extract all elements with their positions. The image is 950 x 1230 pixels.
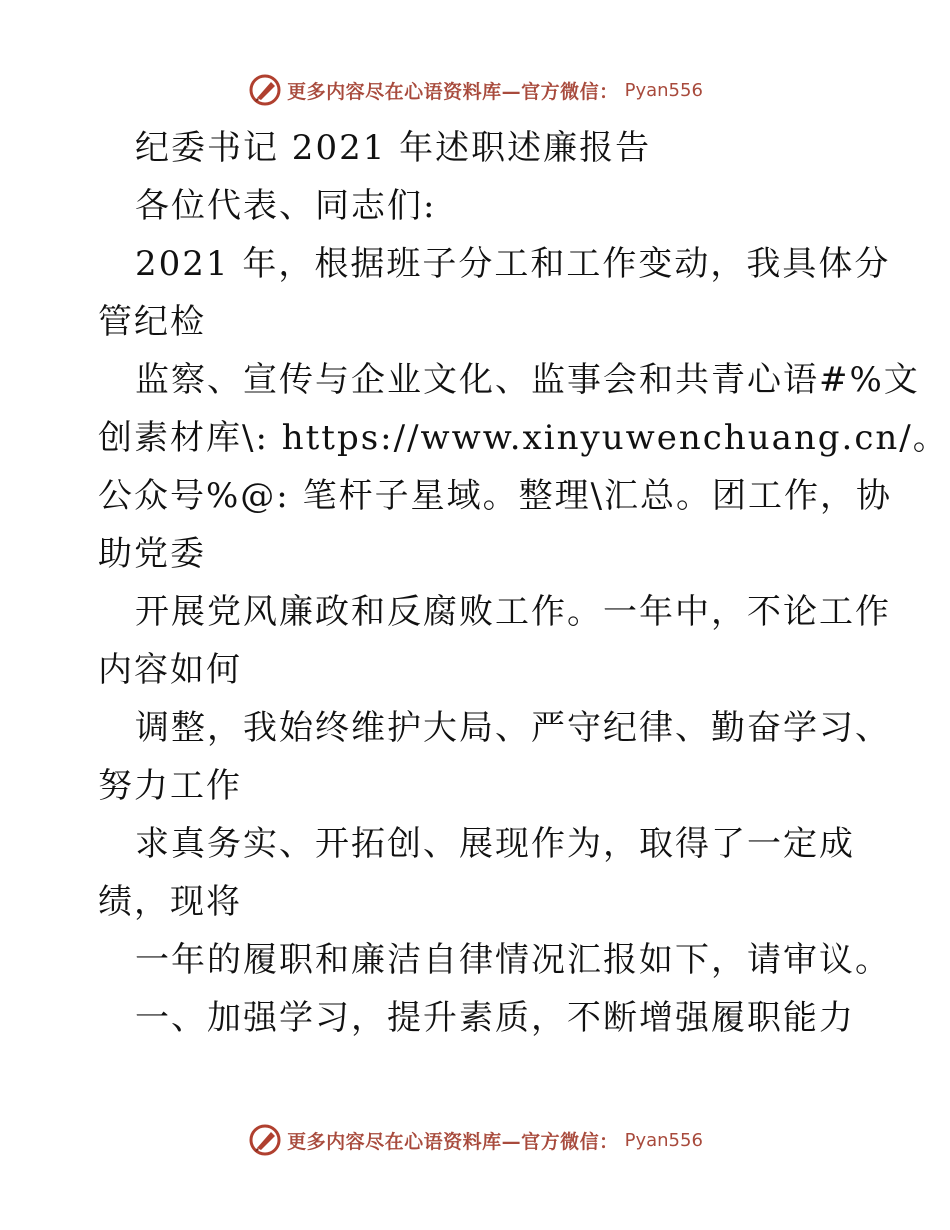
paragraph-line: 创素材库\: https://www.xinyuwenchuang.cn/。 [98, 418, 949, 458]
banner-text: 更多内容尽在心语资料库—官方微信： [287, 1130, 619, 1153]
paragraph-line: 内容如何 [98, 650, 242, 690]
paragraph-line: 一年的履职和廉洁自律情况汇报如下，请审议。 [135, 940, 891, 980]
paragraph-line: 绩，现将 [98, 882, 242, 922]
paragraph-line: 监察、宣传与企业文化、监事会和共青心语#%文 [135, 360, 920, 400]
banner-text: 更多内容尽在心语资料库—官方微信： [287, 80, 619, 103]
paragraph-line: 公众号%@: 笔杆子星域。整理\汇总。团工作，协 [98, 476, 893, 516]
paragraph-line: 努力工作 [98, 766, 242, 806]
paragraph-line: 调整，我始终维护大局、严守纪律、勤奋学习、 [135, 708, 891, 748]
wechat-id: Pyan556 [624, 1129, 703, 1151]
paragraph-line: 2021 年，根据班子分工和工作变动，我具体分 [135, 244, 891, 284]
paragraph-line: 助党委 [98, 534, 206, 574]
section-heading: 一、加强学习，提升素质，不断增强履职能力 [135, 998, 855, 1038]
paragraph-line: 开展党风廉政和反腐败工作。一年中，不论工作 [135, 592, 891, 632]
footer-banner [0, 1120, 950, 1160]
paragraph-line: 管纪检 [98, 302, 206, 342]
wechat-id: Pyan556 [624, 79, 703, 101]
document-title: 纪委书记 2021 年述职述廉报告 [135, 128, 652, 168]
pen-logo-icon [247, 1122, 283, 1158]
paragraph-line: 求真务实、开拓创、展现作为，取得了一定成 [135, 824, 855, 864]
salutation: 各位代表、同志们: [135, 186, 437, 226]
